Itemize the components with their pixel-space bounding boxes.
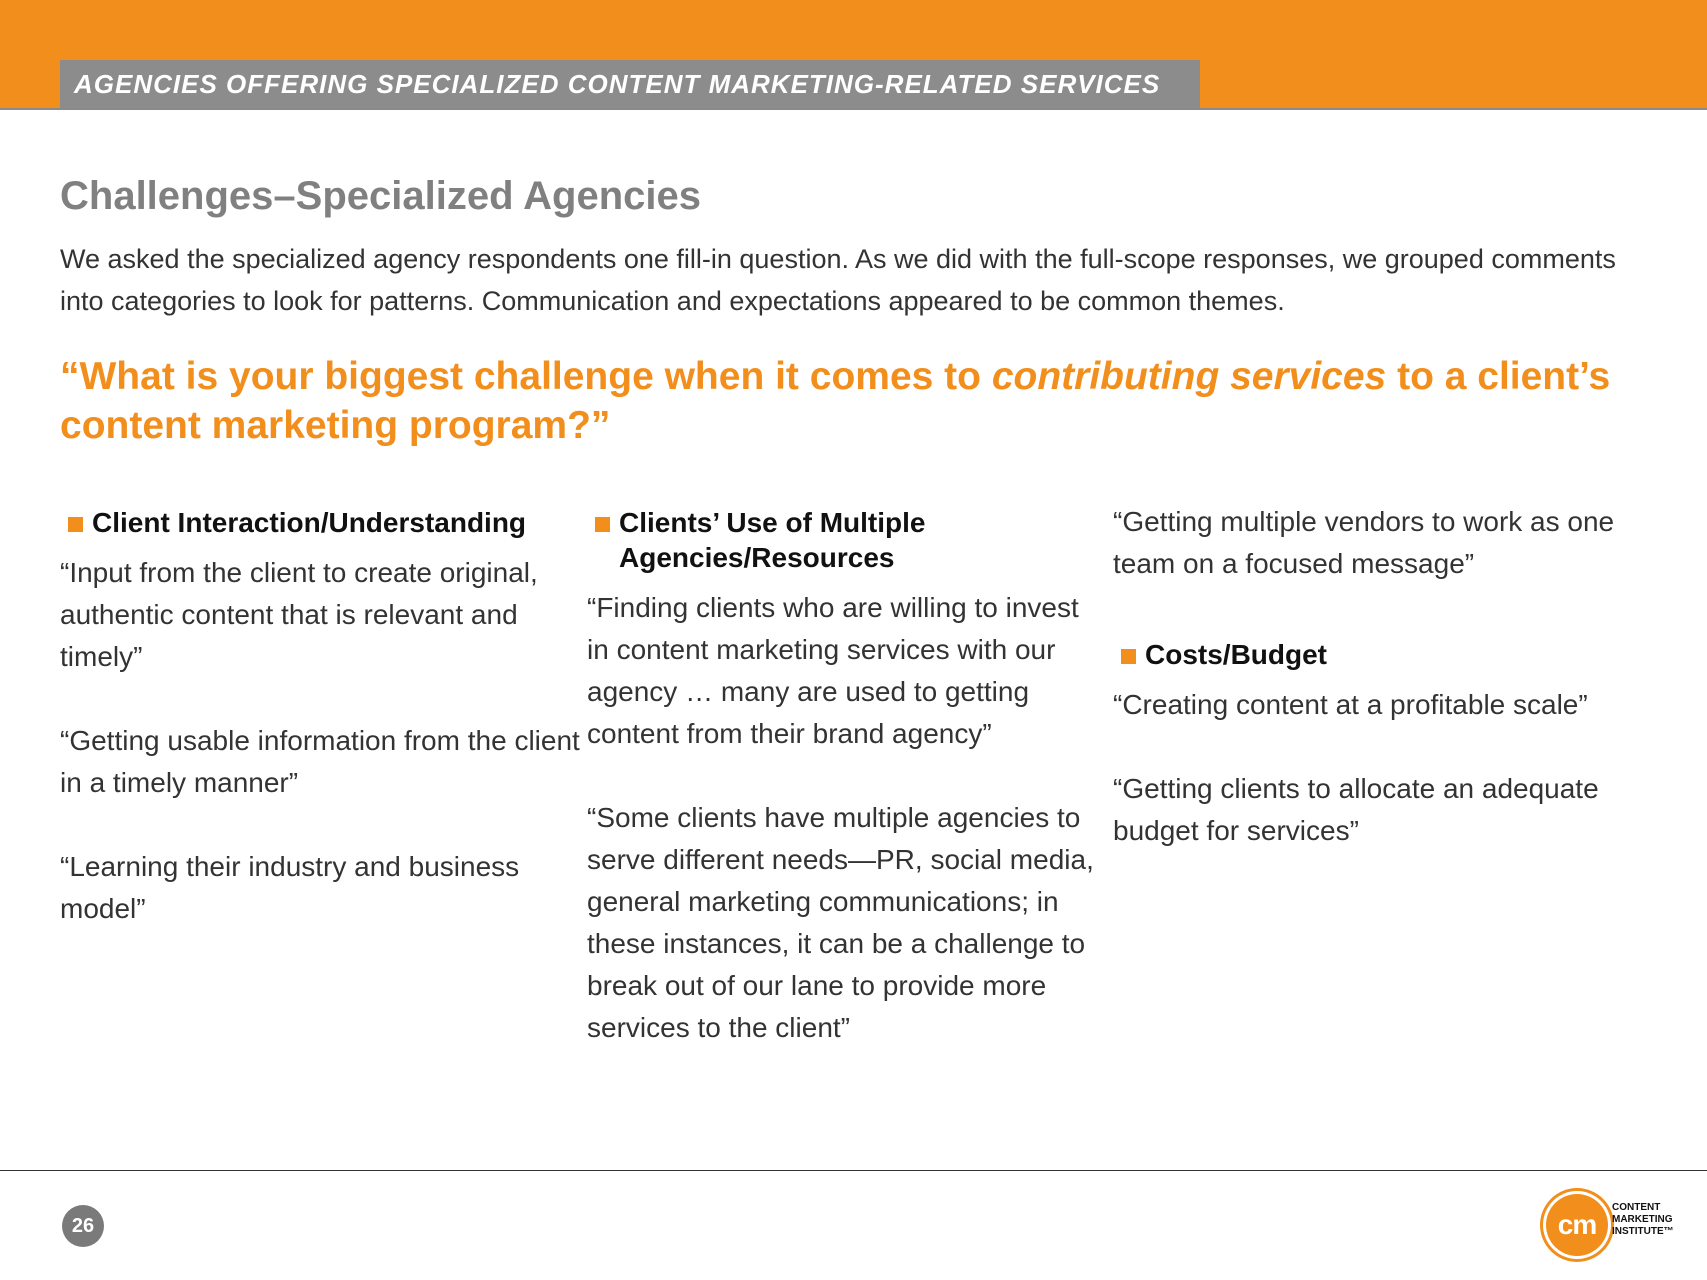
category-heading <box>1113 637 1673 672</box>
orange-square-bullet-icon <box>1121 649 1136 664</box>
quote-item: “Getting multiple vendors to work as one team on a focused message” <box>1113 506 1615 579</box>
category-heading <box>587 505 1097 575</box>
survey-question <box>60 352 1680 450</box>
page-number-badge: 26 <box>62 1205 104 1247</box>
quote-item: “Creating content at a profitable scale” <box>1113 689 1588 720</box>
logo-line: CONTENT <box>1612 1202 1661 1213</box>
logo-mark: cm <box>1557 1209 1597 1240</box>
category-label: Clients’ Use of Multiple Agencies/Resources <box>619 507 926 573</box>
question-part-2: to a client’s content marketing program?” <box>60 355 1611 447</box>
orange-square-bullet-icon <box>68 517 83 532</box>
logo-line: MARKETING <box>1612 1214 1673 1225</box>
column-costs-budget <box>1113 501 1673 852</box>
cmi-logo <box>1546 1192 1696 1262</box>
quote-item: “Some clients have multiple agencies to serve different needs—PR, social media, general marketing communications; in these instances, it can be a challenge to break out of our lane to provide more services to the client” <box>587 802 1094 1043</box>
column-client-interaction <box>60 505 580 930</box>
category-label: Costs/Budget <box>1145 639 1327 670</box>
page-title: Challenges–Specialized Agencies <box>60 174 701 218</box>
intro-paragraph: We asked the specialized agency respondents one fill-in question. As we did with the full-scope responses, we grouped comments into categories to look for patterns. Communication and expectations appeared to be common themes. <box>60 244 1616 316</box>
quote-item: “Getting clients to allocate an adequate budget for services” <box>1113 773 1599 846</box>
category-heading <box>60 505 580 540</box>
question-part-1: “What is your biggest challenge when it comes to <box>60 355 992 398</box>
quote-item: “Getting usable information from the client in a timely manner” <box>60 725 580 798</box>
column-multiple-agencies <box>587 505 1097 1049</box>
section-tab <box>60 60 1200 108</box>
quote-item: “Finding clients who are willing to invest in content marketing services with our agency … many are used to getting content from their brand agency” <box>587 592 1079 749</box>
section-label: AGENCIES OFFERING SPECIALIZED CONTENT MARKETING-RELATED SERVICES <box>74 68 1161 99</box>
category-label: Client Interaction/Understanding <box>92 507 527 538</box>
footer-divider <box>0 1170 1707 1171</box>
question-emphasis: contributing services <box>991 355 1387 398</box>
orange-square-bullet-icon <box>595 517 610 532</box>
logo-wordmark <box>1612 1202 1692 1238</box>
logo-line: INSTITUTE™ <box>1612 1226 1674 1237</box>
quote-item: “Input from the client to create original, authentic content that is relevant and timely” <box>60 557 538 672</box>
quote-item: “Learning their industry and business model” <box>60 851 520 924</box>
